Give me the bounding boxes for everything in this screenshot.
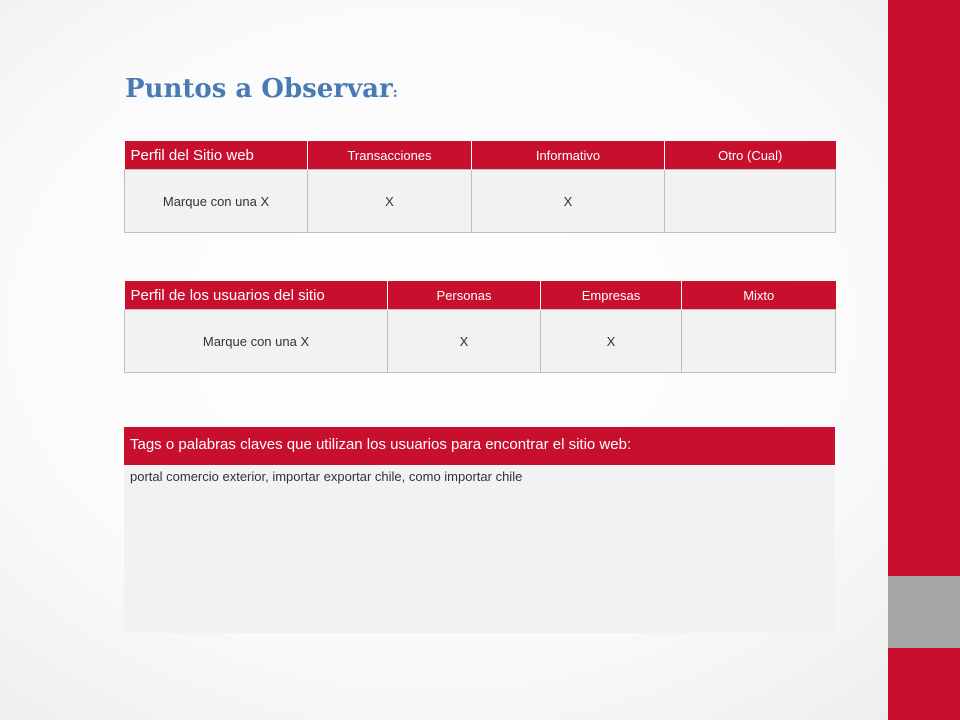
cell-otro[interactable] (665, 170, 836, 233)
table-header-row (125, 281, 836, 310)
header-users-profile: Perfil de los usuarios del sitio (125, 281, 388, 310)
slide-title-text: Puntos a Observar (125, 74, 393, 104)
header-site-profile: Perfil del Sitio web (125, 141, 308, 170)
sidebar-decoration (888, 0, 960, 720)
sidebar-red-bottom (888, 648, 960, 720)
cell-transacciones[interactable]: X (308, 170, 472, 233)
tags-header: Tags o palabras claves que utilizan los usuarios para encontrar el sitio web: (124, 427, 835, 465)
sidebar-red-top (888, 0, 960, 576)
header-transacciones: Transacciones (308, 141, 472, 170)
header-otro: Otro (Cual) (665, 141, 836, 170)
site-profile-table (124, 141, 836, 233)
cell-mixto[interactable] (682, 310, 836, 373)
cell-instruction: Marque con una X (125, 310, 388, 373)
users-profile-table (124, 281, 836, 373)
cell-instruction: Marque con una X (125, 170, 308, 233)
sidebar-gray-block (888, 576, 960, 648)
header-personas: Personas (388, 281, 541, 310)
table-row (125, 170, 836, 233)
slide-title-suffix: : (392, 85, 398, 101)
cell-personas[interactable]: X (388, 310, 541, 373)
table-row (125, 310, 836, 373)
header-empresas: Empresas (541, 281, 682, 310)
slide-title (125, 74, 398, 104)
header-mixto: Mixto (682, 281, 836, 310)
cell-empresas[interactable]: X (541, 310, 682, 373)
header-informativo: Informativo (472, 141, 665, 170)
tags-box (124, 427, 835, 633)
cell-informativo[interactable]: X (472, 170, 665, 233)
tags-content[interactable]: portal comercio exterior, importar exportar chile, como importar chile (130, 469, 523, 484)
table-header-row (125, 141, 836, 170)
